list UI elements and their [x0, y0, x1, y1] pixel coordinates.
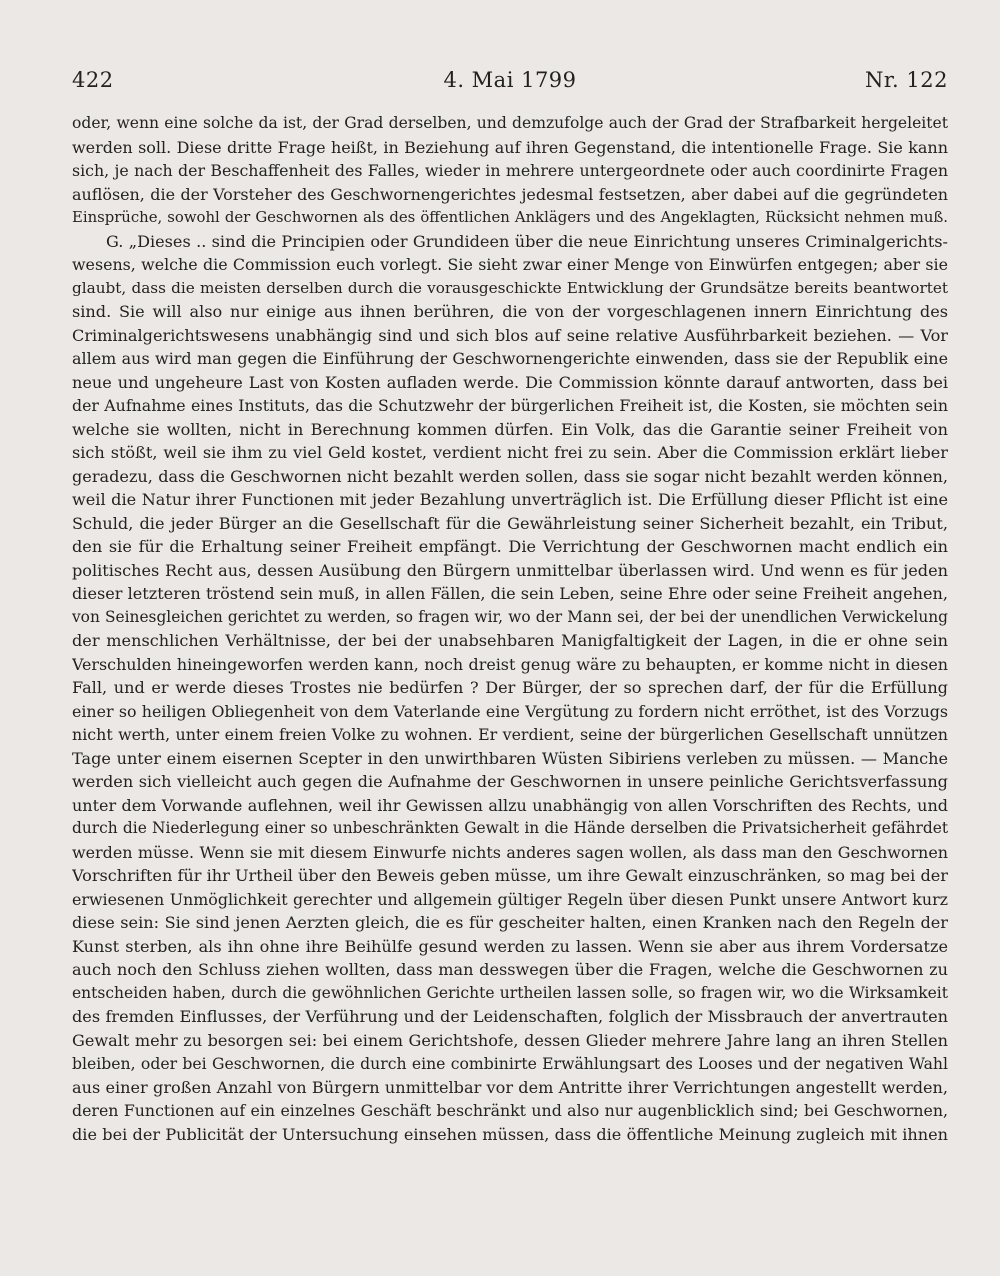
- text-line: Criminalgerichtswesens unabhängig sind und sich blos auf seine relative Ausführbarkeit beziehen. — Vor: [72, 325, 948, 345]
- text-line: werden müsse. Wenn sie mit diesem Einwurfe nichts anderes sagen wollen, als dass man den Geschwornen: [72, 842, 948, 862]
- text-line: Verschulden hineingeworfen werden kann, noch dreist genug wäre zu behaupten, er komme nicht in diesen: [72, 654, 948, 674]
- text-line: welche sie wollten, nicht in Berechnung kommen dürfen. Ein Volk, das die Garantie seiner Freiheit von: [72, 419, 948, 439]
- text-line: diese sein: Sie sind jenen Aerzten gleich, die es für gescheiter halten, einen Kranken nach den Regeln der: [72, 913, 948, 932]
- text-line: den sie für die Erhaltung seiner Freiheit empfängt. Die Verrichtung der Geschwornen macht endlich ein: [72, 537, 948, 556]
- text-line: wesens, welche die Commission euch vorlegt. Sie sieht zwar einer Menge von Einwürfen entgegen; aber sie: [72, 255, 948, 274]
- text-line: die bei der Publicität der Untersuchung einsehen müssen, dass die öffentliche Meinung zugleich mit ihnen: [72, 1124, 948, 1144]
- text-line: bleiben, oder bei Geschwornen, die durch eine combinirte Erwählungsart des Looses und der negativen Wahl: [72, 1054, 948, 1073]
- text-line: des fremden Einflusses, der Verführung und der Leidenschaften, folglich der Missbrauch der anvertrauten: [72, 1007, 948, 1026]
- text-line: Vorschriften für ihr Urtheil über den Beweis geben müsse, um ihre Gewalt einzuschränken, so mag bei der: [72, 866, 948, 885]
- text-line: erwiesenen Unmöglichkeit gerechter und allgemein gültiger Regeln über diesen Punkt unsere Antwort kurz: [72, 889, 948, 909]
- text-line: sich stößt, weil sie ihm zu viel Geld kostet, verdient nicht frei zu sein. Aber die Commission erklärt lieber: [72, 443, 948, 462]
- text-line: Einsprüche, sowohl der Geschwornen als des öffentlichen Anklägers und des Angeklagten, Rücksicht nehmen muß.: [72, 209, 948, 226]
- text-line: Gewalt mehr zu besorgen sei: bei einem Gerichtshofe, dessen Glieder mehrere Jahre lang an ihren Stellen: [72, 1030, 948, 1050]
- document-number: Nr. 122: [864, 68, 948, 92]
- text-line: auch noch den Schluss ziehen wollten, dass man desswegen über die Fragen, welche die Geschwornen zu: [72, 960, 948, 979]
- text-line: Fall, und er werde dieses Trostes nie bedürfen ? Der Bürger, der so sprechen darf, der für die Erfüllung: [72, 678, 948, 697]
- text-line: G. „Dieses .. sind die Principien oder Grundideen über die neue Einrichtung unseres Criminalgerichts-: [106, 231, 948, 251]
- text-line: entscheiden haben, durch die gewöhnlichen Gerichte urtheilen lassen solle, so fragen wir, wo die Wirksamkeit: [72, 983, 948, 1002]
- page-date: 4. Mai 1799: [443, 68, 577, 92]
- text-line: der menschlichen Verhältnisse, der bei der unabsehbaren Manigfaltigkeit der Lagen, in die er ohne sein: [72, 631, 948, 650]
- text-line: sich, je nach der Beschaffenheit des Falles, wieder in mehrere untergeordnete oder auch coordinirte Fragen: [72, 161, 948, 180]
- page-number: 422: [72, 68, 114, 92]
- text-line: durch die Niederlegung einer so unbeschränkten Gewalt in die Hände derselben die Privatsicherheit gefährdet: [72, 819, 948, 837]
- text-line: politisches Recht aus, dessen Ausübung den Bürgern unmittelbar überlassen wird. Und wenn es für jeden: [72, 560, 948, 580]
- text-line: aus einer großen Anzahl von Bürgern unmittelbar vor dem Antritte ihrer Verrichtungen angestellt werden,: [72, 1077, 948, 1097]
- text-line: werden sich vielleicht auch gegen die Aufnahme der Geschwornen in unsere peinliche Gerichtsverfassung: [72, 772, 948, 791]
- text-line: geradezu, dass die Geschwornen nicht bezahlt werden sollen, dass sie sogar nicht bezahlt werden können,: [72, 466, 948, 486]
- page-header: [72, 68, 948, 104]
- text-line: dieser letzteren tröstend sein muß, in allen Fällen, die sein Leben, seine Ehre oder seine Freiheit angehen,: [72, 584, 948, 603]
- text-line: sind. Sie will also nur einige aus ihnen berühren, die von der vorgeschlagenen innern Einrichtung des: [72, 302, 948, 321]
- text-line: von Seinesgleichen gerichtet zu werden, so fragen wir, wo der Mann sei, der bei der unendlichen Verwickelung: [72, 607, 948, 626]
- text-line: glaubt, dass die meisten derselben durch die vorausgeschickte Entwicklung der Grundsätze bereits beantwortet: [72, 278, 948, 297]
- text-line: oder, wenn eine solche da ist, der Grad derselben, und demzufolge auch der Grad der Strafbarkeit hergeleitet: [72, 114, 948, 132]
- text-line: Schuld, die jeder Bürger an die Gesellschaft für die Gewährleistung seiner Sicherheit bezahlt, ein Tribut,: [72, 513, 948, 533]
- text-line: der Aufnahme eines Instituts, das die Schutzwehr der bürgerlichen Freiheit ist, die Kosten, sie möchten sein: [72, 396, 948, 415]
- text-line: Tage unter einem eisernen Scepter in den unwirthbaren Wüsten Sibiriens verleben zu müssen. — Manche: [72, 748, 948, 768]
- text-line: deren Functionen auf ein einzelnes Geschäft beschränkt und also nur augenblicklich sind; bei Geschwornen,: [72, 1101, 948, 1120]
- text-line: einer so heiligen Obliegenheit von dem Vaterlande eine Vergütung zu fordern nicht erröthet, ist des Vorzugs: [72, 701, 948, 721]
- text-line: Kunst sterben, als ihn ohne ihre Beihülfe gesund werden zu lassen. Wenn sie aber aus ihrem Vordersatze: [72, 936, 948, 956]
- text-line: auflösen, die der Vorsteher des Geschwornengerichtes jedesmal festsetzen, aber dabei auf die gegründeten: [72, 184, 948, 204]
- text-line: neue und ungeheure Last von Kosten aufladen werde. Die Commission könnte darauf antworten, dass bei: [72, 372, 948, 392]
- text-line: weil die Natur ihrer Functionen mit jeder Bezahlung unverträglich ist. Die Erfüllung dieser Pflicht ist eine: [72, 490, 948, 509]
- text-line: werden soll. Diese dritte Frage heißt, in Beziehung auf ihren Gegenstand, die intentionelle Frage. Sie kann: [72, 137, 948, 157]
- text-line: unter dem Vorwande auflehnen, weil ihr Gewissen allzu unabhängig von allen Vorschriften des Rechts, und: [72, 795, 948, 815]
- text-line: nicht werth, unter einem freien Volke zu wohnen. Er verdient, seine der bürgerlichen Gesellschaft unnützen: [72, 725, 948, 744]
- text-line: allem aus wird man gegen die Einführung der Geschwornengerichte einwenden, dass sie der Republik eine: [72, 349, 948, 368]
- body-text: [72, 112, 948, 1146]
